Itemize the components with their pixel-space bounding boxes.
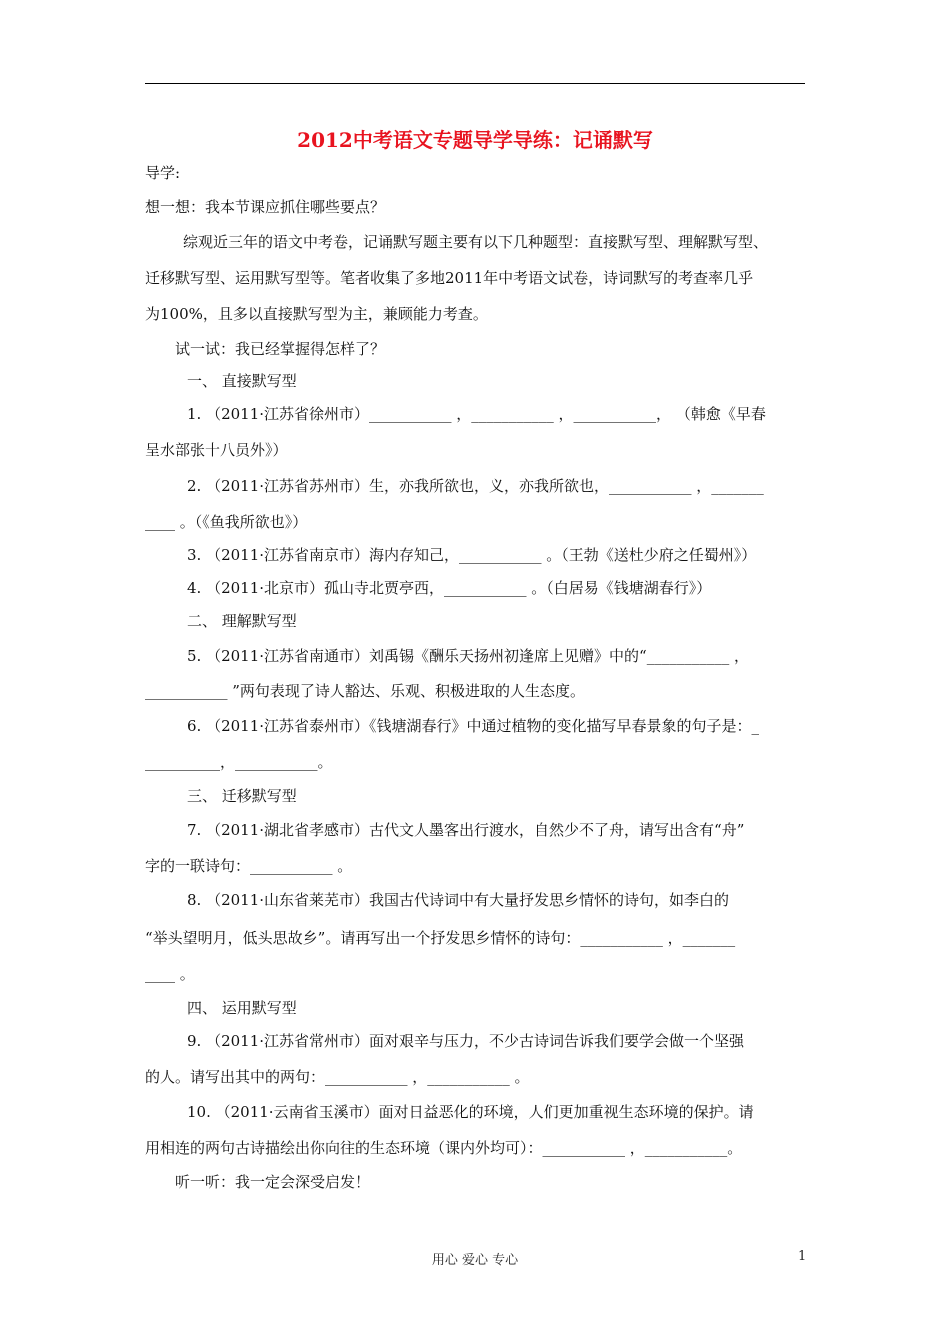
header-rule	[145, 83, 805, 84]
text-line: 听一听：我一定会深受启发！	[175, 1173, 371, 1191]
text-line: 导学:	[145, 164, 181, 182]
text-line: “举头望明月，低头思故乡”。请再写出一个抒发思乡情怀的诗句：___________ ，_______	[145, 929, 736, 947]
text-line: ____ 。（《鱼我所欲也》）	[145, 513, 308, 531]
text-line: 综观近三年的语文中考卷，记诵默写题主要有以下几种题型：直接默写型、理解默写型、	[183, 233, 769, 251]
document-title: 2012中考语文专题导学导练：记诵默写	[297, 128, 653, 152]
text-line: 3. （2011·江苏省南京市）海内存知己，___________ 。（王勃《送杜少府之任蜀州》）	[187, 546, 757, 564]
text-line: 迁移默写型、运用默写型等。笔者收集了多地2011年中考语文试卷，诗词默写的考查率几乎	[145, 269, 754, 287]
text-line: 呈水部张十八员外》）	[145, 441, 288, 459]
text-line: 4. （2011·北京市）孤山寺北贾亭西，___________ 。（白居易《钱塘湖春行》）	[187, 579, 712, 597]
text-line: 8. （2011·山东省莱芜市）我国古代诗词中有大量抒发思乡情怀的诗句，如李白的	[187, 891, 730, 909]
text-line: 的人。请写出其中的两句：___________ ，___________ 。	[145, 1068, 530, 1086]
text-line: 为100%，且多以直接默写型为主，兼顾能力考查。	[145, 305, 488, 323]
page-footer: 用心 爱心 专心	[431, 1253, 519, 1268]
text-line: 用相连的两句古诗描绘出你向往的生态环境（课内外均可）：___________ ，___________。	[145, 1139, 743, 1157]
text-line: 字的一联诗句：___________ 。	[145, 857, 353, 875]
text-line: 2. （2011·江苏省苏州市）生，亦我所欲也，义，亦我所欲也，___________ ，_______	[187, 477, 764, 495]
text-line: 四、 运用默写型	[187, 999, 297, 1017]
text-line: 9. （2011·江苏省常州市）面对艰辛与压力，不少古诗词告诉我们要学会做一个坚强	[187, 1032, 745, 1050]
text-line: 6. （2011·江苏省泰州市）《钱塘湖春行》中通过植物的变化描写早春景象的句子是：_	[187, 717, 760, 735]
text-line: __________，___________。	[145, 753, 333, 771]
text-line: 三、 迁移默写型	[187, 787, 297, 805]
text-line: ____ 。	[145, 965, 195, 983]
text-line: 1. （2011·江苏省徐州市）___________ ，___________ ，___________， （韩愈《早春	[187, 405, 766, 423]
text-line: 试一试：我已经掌握得怎样了？	[175, 340, 386, 358]
text-line: 10. （2011·云南省玉溪市）面对日益恶化的环境，人们更加重视生态环境的保护。请	[187, 1103, 754, 1121]
text-line: 5. （2011·江苏省南通市）刘禹锡《酬乐天扬州初逢席上见赠》中的“___________ ，	[187, 647, 749, 665]
text-line: 二、 理解默写型	[187, 612, 297, 630]
page-number: 1	[798, 1249, 807, 1264]
text-line: 一、 直接默写型	[187, 372, 297, 390]
text-line: 7. （2011·湖北省孝感市）古代文人墨客出行渡水，自然少不了舟，请写出含有“舟”	[187, 821, 745, 839]
text-line: 想一想：我本节课应抓住哪些要点？	[145, 198, 386, 216]
text-line: ___________ ”两句表现了诗人豁达、乐观、积极进取的人生态度。	[145, 682, 585, 700]
